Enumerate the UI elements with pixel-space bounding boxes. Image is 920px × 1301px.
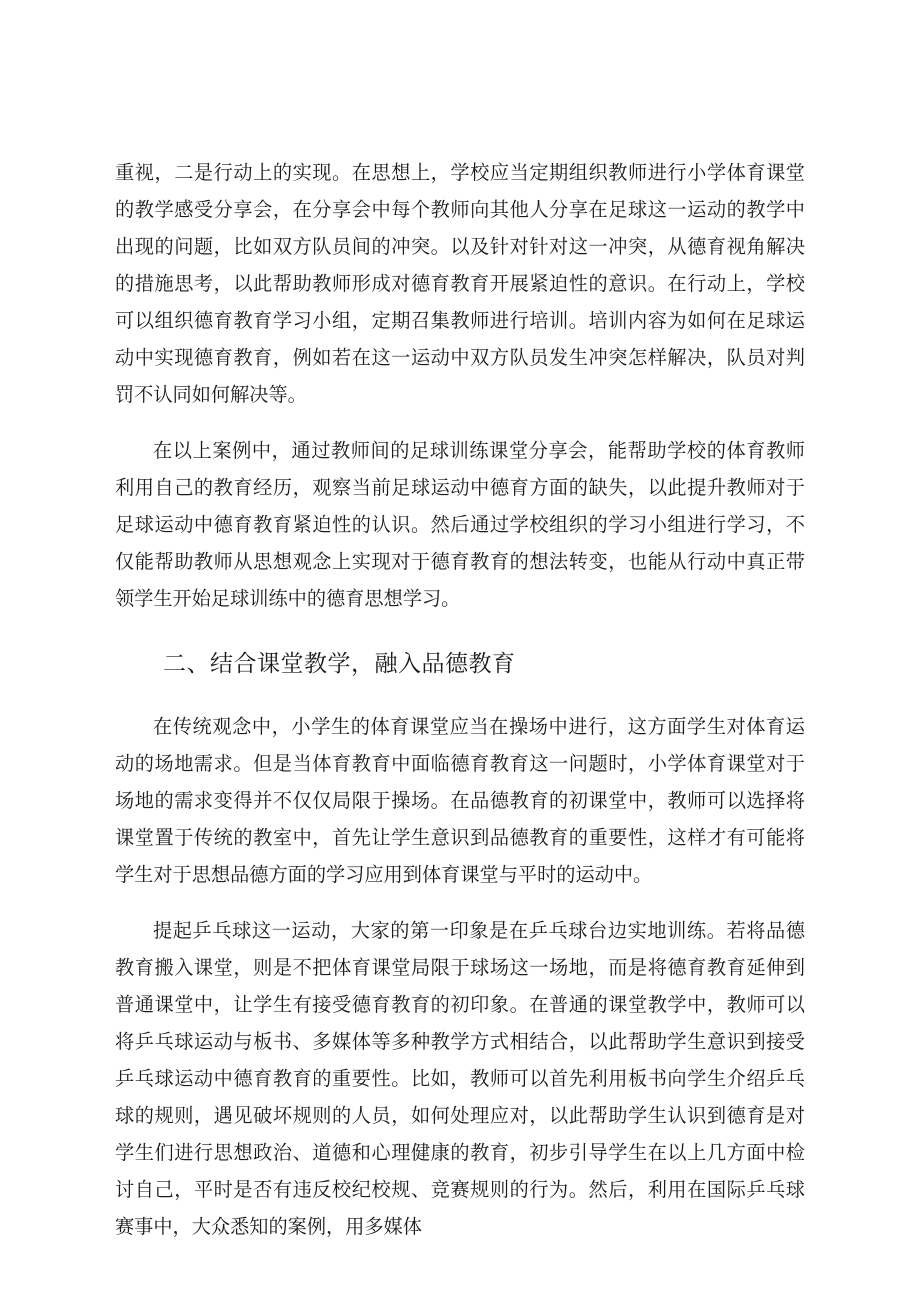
section-heading: 二、结合课堂教学，融入品德教育 [163, 651, 516, 677]
document-body [115, 154, 805, 1264]
body-paragraph-4: 提起乒乓球这一运动，大家的第一印象是在乒乓球台边实地训练。若将品德教育搬入课堂，则是不把体育课堂局限于球场这一场地，而是将德育教育延伸到普通课堂中，让学生有接受德育教育的初印象。在普通的课堂教学中，教师可以将乒乓球运动与板书、多媒体等多种教学方式相结合，以此帮助学生意识到接受乒乓球运动中德育教育的重要性。比如，教师可以首先利用板书向学生介绍乒乓球的规则，遇见破坏规则的人员，如何处理应对，以此帮助学生认识到德育是对学生们进行思想政治、道德和心理健康的教育，初步引导学生在以上几方面中检讨自己，平时是否有违反校纪校规、竞赛规则的行为。然后，利用在国际乒乓球赛事中，大众悉知的案例，用多媒体 [115, 919, 805, 1238]
body-paragraph-2: 在以上案例中，通过教师间的足球训练课堂分享会，能帮助学校的体育教师利用自己的教育经历，观察当前足球运动中德育方面的缺失，以此提升教师对于足球运动中德育教育紧迫性的认识。然后通过学校组织的学习小组进行学习，不仅能帮助教师从思想观念上实现对于德育教育的想法转变，也能从行动中真正带领学生开始足球训练中的德育思想学习。 [115, 439, 805, 610]
body-paragraph-3: 在传统观念中，小学生的体育课堂应当在操场中进行，这方面学生对体育运动的场地需求。但是当体育教育中面临德育教育这一问题时，小学体育课堂对于场地的需求变得并不仅仅局限于操场。在品德教育的初课堂中，教师可以选择将课堂置于传统的教室中，首先让学生意识到品德教育的重要性，这样才有可能将学生对于思想品德方面的学习应用到体育课堂与平时的运动中。 [115, 715, 805, 886]
body-paragraph-1: 重视，二是行动上的实现。在思想上，学校应当定期组织教师进行小学体育课堂的教学感受分享会，在分享会中每个教师向其他人分享在足球这一运动的教学中出现的问题，比如双方队员间的冲突。以及针对针对这一冲突，从德育视角解决的措施思考，以此帮助教师形成对德育教育开展紧迫性的意识。在行动上，学校可以组织德育教育学习小组，定期召集教师进行培训。培训内容为如何在足球运动中实现德育教育，例如若在这一运动中双方队员发生冲突怎样解决，队员对判罚不认同如何解决等。 [115, 161, 805, 406]
